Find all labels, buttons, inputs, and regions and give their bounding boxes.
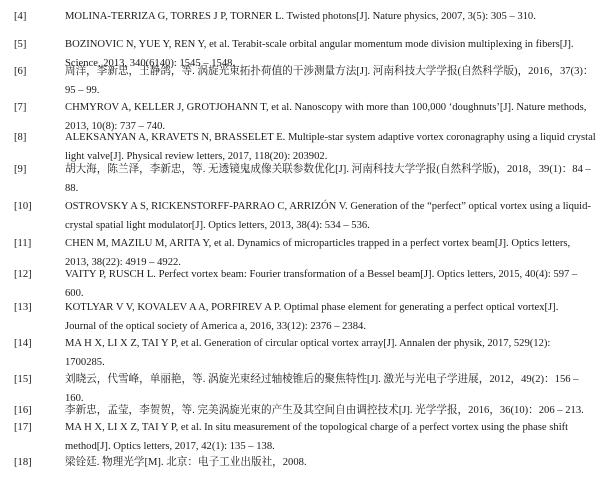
reference-line: VAITY P, RUSCH L. Perfect vortex beam: Fourier transformation of a Bessel beam[J]. Optics letters, 2015, 40(4): 597 –	[65, 269, 578, 280]
reference-number: [5]	[14, 39, 27, 50]
reference-number: [11]	[14, 238, 32, 249]
reference-number: [13]	[14, 302, 32, 313]
reference-line: KOTLYAR V V, KOVALEV A A, PORFIREV A P. Optimal phase element for generating a perfect optical vortex[J].	[65, 302, 559, 313]
reference-line: crystal spatial light modulator[J]. Optics letters, 2013, 38(4): 534 – 536.	[65, 220, 370, 231]
reference-line: 2013, 38(22): 4919 – 4922.	[65, 257, 181, 268]
reference-line: Journal of the optical society of America a, 2016, 33(12): 2376 – 2384.	[65, 321, 366, 332]
reference-line: OSTROVSKY A S, RICKENSTORFF-PARRAO C, ARRIZÓN V. Generation of the “perfect” optical vortex using a liquid-	[65, 201, 591, 212]
reference-number: [18]	[14, 457, 32, 468]
reference-line: 周洋，李新忠，王静鸽，等. 涡旋光束拓扑荷值的干涉测量方法[J]. 河南科技大学学报(自然科学版)，2016，37(3)：	[65, 66, 594, 77]
reference-line: BOZINOVIC N, YUE Y, REN Y, et al. Terabit-scale orbital angular momentum mode division multiplexing in fibers[J].	[65, 39, 574, 50]
reference-number: [4]	[14, 11, 27, 22]
reference-line: 胡大海，陈兰泽，李新忠，等. 无透镜鬼成像关联参数优化[J]. 河南科技大学学报(自然科学版)，2018，39(1)：84 –	[65, 164, 591, 175]
reference-text	[65, 418, 600, 456]
reference-number: [16]	[14, 405, 32, 416]
reference-line: 95 – 99.	[65, 85, 100, 96]
reference-line: ALEKSANYAN A, KRAVETS N, BRASSELET E. Multiple-star system adaptive vortex coronagraphy using a liquid crystal	[65, 132, 596, 143]
reference-line: Science, 2013, 340(6140): 1545 – 1548.	[65, 58, 236, 69]
reference-line: light valve[J]. Physical review letters, 2017, 118(20): 203902.	[65, 151, 328, 162]
reference-line: 刘晓云，代雪峰，单丽艳，等. 涡旋光束经过轴棱锥后的聚焦特性[J]. 激光与光电子学进展，2012，49(2)：156 –	[65, 374, 579, 385]
reference-text	[65, 298, 600, 336]
reference-text	[65, 62, 600, 100]
reference-line: MA H X, LI X Z, TAI Y P, et al. Generation of circular optical vortex array[J]. Annalen der physik, 2017, 529(12):	[65, 338, 551, 349]
reference-number: [8]	[14, 132, 27, 143]
reference-number: [10]	[14, 201, 32, 212]
reference-number: [9]	[14, 164, 27, 175]
reference-number: [14]	[14, 338, 32, 349]
reference-number: [7]	[14, 102, 27, 113]
reference-line: method[J]. Optics letters, 2017, 42(1): 135 – 138.	[65, 441, 275, 452]
reference-text	[65, 7, 600, 26]
reference-number: [12]	[14, 269, 32, 280]
reference-line: 1700285.	[65, 357, 105, 368]
reference-line: CHEN M, MAZILU M, ARITA Y, et al. Dynamics of microparticles trapped in a perfect vortex beam[J]. Optics letters,	[65, 238, 571, 249]
reference-line: 88.	[65, 183, 79, 194]
reference-number: [17]	[14, 422, 32, 433]
reference-line: 600.	[65, 288, 84, 299]
reference-line: 160.	[65, 393, 84, 404]
reference-line: MA H X, LI X Z, TAI Y P, et al. In situ measurement of the topological charge of a perfect vortex using the phase shift	[65, 422, 569, 433]
reference-text	[65, 160, 600, 198]
reference-line: 2013, 10(8): 737 – 740.	[65, 121, 166, 132]
reference-line: 梁铨廷. 物理光学[M]. 北京：电子工业出版社，2008.	[65, 457, 307, 468]
reference-text	[65, 453, 600, 472]
reference-line: CHMYROV A, KELLER J, GROTJOHANN T, et al. Nanoscopy with more than 100,000 ‘doughnuts’[J]. Nature methods,	[65, 102, 587, 113]
reference-line: 李新忠，孟莹，李贺贺，等. 完美涡旋光束的产生及其空间自由调控技术[J]. 光学学报，2016，36(10)：206 – 213.	[65, 405, 584, 416]
reference-number: [6]	[14, 66, 27, 77]
reference-line: MOLINA-TERRIZA G, TORRES J P, TORNER L. Twisted photons[J]. Nature physics, 2007, 3(5): 305 – 310.	[65, 11, 536, 22]
reference-text	[65, 334, 600, 372]
reference-text	[65, 197, 600, 235]
reference-number: [15]	[14, 374, 32, 385]
